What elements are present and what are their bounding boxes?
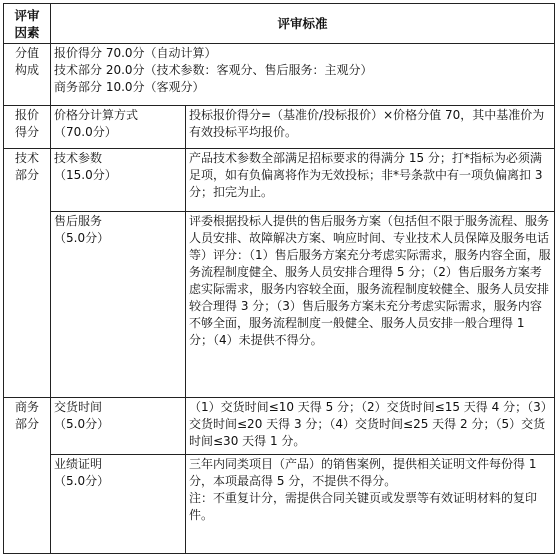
performance-proof-row bbox=[4, 455, 555, 554]
technical-params-row bbox=[4, 149, 555, 212]
price-label: 价格分计算方式 （70.0分） bbox=[51, 106, 186, 149]
header-standard: 评审标准 bbox=[51, 4, 555, 44]
performance-proof-label: 业绩证明 （5.0分） bbox=[51, 455, 186, 554]
technical-params-content: 产品技术参数全部满足招标要求的得满分 15 分；打*指标为必须满足项，如有负偏离将作为无效投标；非*号条款中有一项负偏离扣 3 分；扣完为止。 bbox=[186, 149, 555, 212]
composition-line-business: 商务部分 10.0分（客观分） bbox=[54, 80, 205, 94]
header-factor: 评审 因素 bbox=[4, 4, 51, 44]
composition-content bbox=[51, 44, 555, 106]
technical-params-label: 技术参数 （15.0分） bbox=[51, 149, 186, 212]
price-row bbox=[4, 106, 555, 149]
delivery-time-content: （1）交货时间≤10 天得 5 分；（2）交货时间≤15 天得 4 分；（3）交货时间≤20 天得 3 分；（4）交货时间≤25 天得 2 分；（5）交货时间≤30 天得 1 分。 bbox=[186, 398, 555, 455]
composition-line-price: 报价得分 70.0分（自动计算） bbox=[54, 46, 217, 60]
technical-factor: 技术 部分 bbox=[4, 149, 51, 398]
price-factor: 报价 得分 bbox=[4, 106, 51, 149]
composition-line-technical: 技术部分 20.0分（技术参数：客观分、售后服务：主观分） bbox=[54, 63, 373, 77]
composition-factor: 分值 构成 bbox=[4, 44, 51, 106]
after-sales-label: 售后服务 （5.0分） bbox=[51, 212, 186, 398]
after-sales-content: 评委根据投标人提供的售后服务方案（包括但不限于服务流程、服务人员安排、故障解决方案、响应时间、专业技术人员保障及服务电话等）评分：（1）售后服务方案充分考虑实际需求，服务内容全面，服务流程制度健全、服务人员安排合理得 5 分；（2）售后服务方案考虑实际需求，服务内容较全面，服务流程制度较健全、服务人员安排较合理得 3 分；（3）售后服务方案未充分考虑实际需求，服务内容不够全面，服务流程制度一般健全、服务人员安排一般合理得 1 分；（4）未提供不得分。 bbox=[186, 212, 555, 398]
header-row bbox=[4, 4, 555, 44]
performance-proof-content: 三年内同类项目（产品）的销售案例，提供相关证明文件每份得 1 分，本项最高得 5 分，不提供不得分。 注：不重复计分，需提供合同关键页或发票等有效证明材料的复印件。 bbox=[186, 455, 555, 554]
after-sales-row bbox=[4, 212, 555, 398]
composition-row bbox=[4, 44, 555, 106]
delivery-time-row bbox=[4, 398, 555, 455]
delivery-time-label: 交货时间 （5.0分） bbox=[51, 398, 186, 455]
scoring-standards-table bbox=[3, 3, 555, 554]
price-content: 投标报价得分=（基准价/投标报价）×价格分值 70，其中基准价为有效投标平均报价。 bbox=[186, 106, 555, 149]
business-factor: 商务 部分 bbox=[4, 398, 51, 554]
